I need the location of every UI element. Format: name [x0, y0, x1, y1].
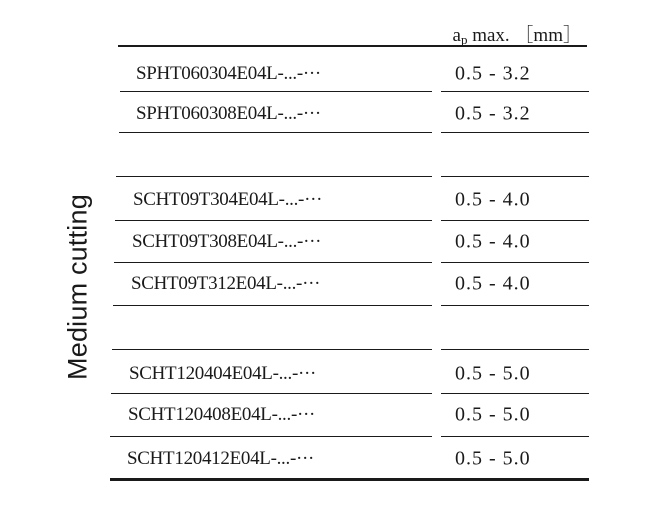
table-row	[0, 180, 650, 220]
table-row	[0, 94, 650, 134]
insert-code: SPHT060304E04L-...-···	[136, 63, 321, 84]
row-divider	[110, 436, 432, 437]
header-symbol: a	[452, 25, 461, 46]
row-divider	[441, 132, 589, 133]
table-row	[0, 54, 650, 94]
row-divider	[441, 262, 589, 263]
row-divider	[441, 393, 589, 394]
insert-code: SCHT120408E04L-...-···	[128, 404, 316, 425]
ap-range: 0.5 - 5.0	[455, 447, 531, 470]
table-top-rule	[118, 45, 587, 47]
row-divider	[114, 262, 432, 263]
insert-code: SCHT120412E04L-...-···	[127, 448, 315, 469]
row-divider	[441, 305, 589, 306]
column-header-ap-max	[453, 20, 582, 48]
table-row	[0, 354, 650, 394]
insert-code: SCHT09T308E04L-...-···	[132, 231, 322, 252]
header-unit: max. ［mm］	[467, 25, 582, 46]
ap-range: 0.5 - 4.0	[455, 188, 531, 211]
row-divider	[113, 305, 432, 306]
table-row	[0, 439, 650, 479]
row-divider	[111, 393, 432, 394]
group-divider	[441, 349, 589, 350]
group-divider	[116, 176, 432, 177]
row-divider	[120, 91, 432, 92]
ap-range: 0.5 - 5.0	[455, 362, 531, 385]
row-divider	[441, 436, 589, 437]
table-row	[0, 222, 650, 262]
ap-range: 0.5 - 4.0	[455, 272, 531, 295]
row-divider	[119, 132, 432, 133]
ap-range: 0.5 - 3.2	[455, 62, 531, 85]
row-divider	[441, 91, 589, 92]
row-divider	[115, 220, 432, 221]
ap-range: 0.5 - 4.0	[455, 230, 531, 253]
group-divider	[441, 176, 589, 177]
table-bottom-rule	[110, 478, 589, 481]
group-divider	[112, 349, 432, 350]
header-subscript: p	[460, 32, 468, 47]
insert-code: SPHT060308E04L-...-···	[136, 103, 321, 124]
row-divider	[441, 220, 589, 221]
insert-code: SCHT120404E04L-...-···	[129, 363, 317, 384]
side-label-medium-cutting: Medium cutting	[62, 194, 93, 380]
insert-code: SCHT09T312E04L-...-···	[131, 273, 321, 294]
ap-range: 0.5 - 3.2	[455, 102, 531, 125]
ap-range: 0.5 - 5.0	[455, 403, 531, 426]
table-row	[0, 264, 650, 304]
insert-code: SCHT09T304E04L-...-···	[133, 189, 323, 210]
table-row	[0, 395, 650, 435]
